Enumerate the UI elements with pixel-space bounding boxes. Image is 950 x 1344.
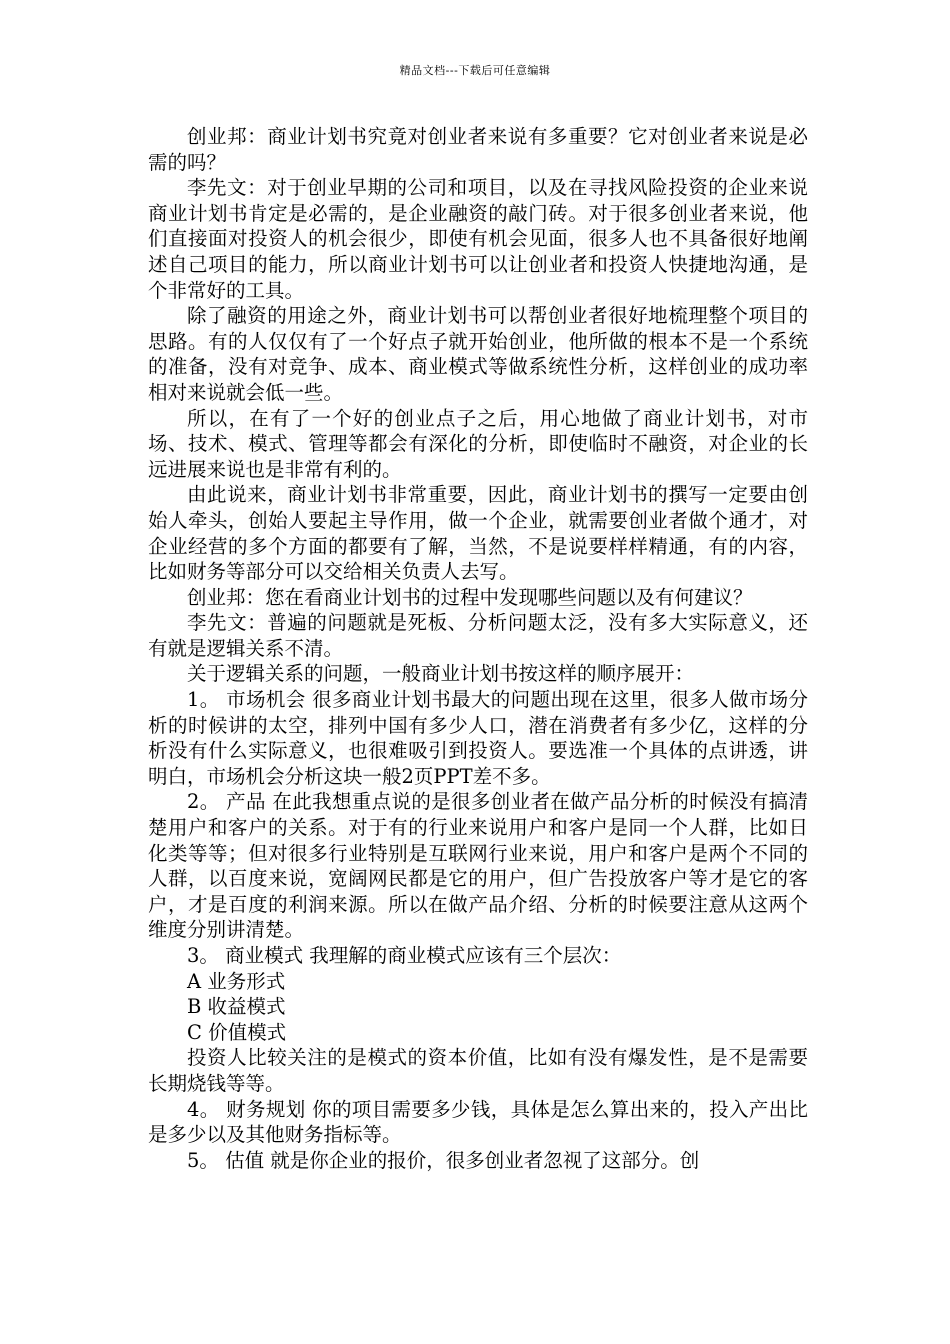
list-item-market-opportunity: 1。 市场机会 很多商业计划书最大的问题出现在这里，很多人做市场分析的时候讲的太空，排列中国有多少人口，潜在消费者有多少亿，这样的分析没有什么实际意义，也很难吸引到投资人。要选准一个具体的点讲透，讲明白，市场机会分析这块一般2页PPT差不多。 (148, 688, 808, 788)
sub-item-value-model: C 价值模式 (187, 1020, 287, 1044)
sub-item-revenue-model: B 收益模式 (187, 995, 286, 1019)
paragraph: 由此说来，商业计划书非常重要，因此，商业计划书的撰写一定要由创始人牵头，创始人要起主导作用，做一个企业，就需要创业者做个通才，对企业经营的多个方面的都要有了解，当然，不是说要样样精通，有的内容，比如财务等部分可以交给相关负责人去写。 (148, 483, 808, 584)
paragraph: 投资人比较关注的是模式的资本价值，比如有没有爆发性，是不是需要长期烧钱等等。 (148, 1046, 808, 1095)
list-item-business-model: 3。 商业模式 我理解的商业模式应该有三个层次： (187, 944, 622, 967)
paragraph: 创业邦：商业计划书究竟对创业者来说有多重要？它对创业者来说是必需的吗？ (148, 125, 808, 174)
sub-item-business-form: A 业务形式 (187, 969, 286, 993)
paragraph: 关于逻辑关系的问题，一般商业计划书按这样的顺序展开： (187, 662, 695, 686)
paragraph: 李先文：对于创业早期的公司和项目，以及在寻找风险投资的企业来说商业计划书肯定是必需的，是企业融资的敲门砖。对于很多创业者来说，他们直接面对投资人的机会很少，即使有机会见面，很多人也不具备很好地阐述自己项目的能力，所以商业计划书可以让创业者和投资人快捷地沟通，是个非常好的工具。 (148, 176, 808, 302)
list-item-product: 2。 产品 在此我想重点说的是很多创业者在做产品分析的时候没有搞清楚用户和客户的关系。对于有的行业来说用户和客户是同一个人群，比如日化类等等；但对很多行业特别是互联网行业来说，用户和客户是两个不同的人群，以百度来说，宽阔网民都是它的用户，但广告投放客户等才是它的客户，才是百度的利润来源。所以在做产品介绍、分析的时候要注意从这两个维度分别讲清楚。 (148, 790, 808, 942)
paragraph: 除了融资的用途之外，商业计划书可以帮创业者很好地梳理整个项目的思路。有的人仅仅有了一个好点子就开始创业，他所做的根本不是一个系统的准备，没有对竞争、成本、商业模式等做系统性分析，这样创业的成功率相对来说就会低一些。 (148, 304, 808, 404)
paragraph: 创业邦：您在看商业计划书的过程中发现哪些问题以及有何建议？ (187, 585, 753, 609)
page-header: 精品文档---下载后可任意编辑 (399, 64, 551, 77)
list-item-financial-planning: 4。 财务规划 你的项目需要多少钱，具体是怎么算出来的，投入产出比是多少以及其他财务指标等。 (148, 1097, 808, 1147)
paragraph: 所以，在有了一个好的创业点子之后，用心地做了商业计划书，对市场、技术、模式、管理等都会有深化的分析，即使临时不融资，对企业的长远进展来说也是非常有利的。 (148, 406, 808, 481)
list-item-valuation: 5。 估值 就是你企业的报价，很多创业者忽视了这部分。创 (187, 1148, 700, 1172)
paragraph: 李先文：普遍的问题就是死板、分析问题太泛，没有多大实际意义，还有就是逻辑关系不清。 (148, 611, 808, 660)
document-body (148, 124, 808, 1173)
